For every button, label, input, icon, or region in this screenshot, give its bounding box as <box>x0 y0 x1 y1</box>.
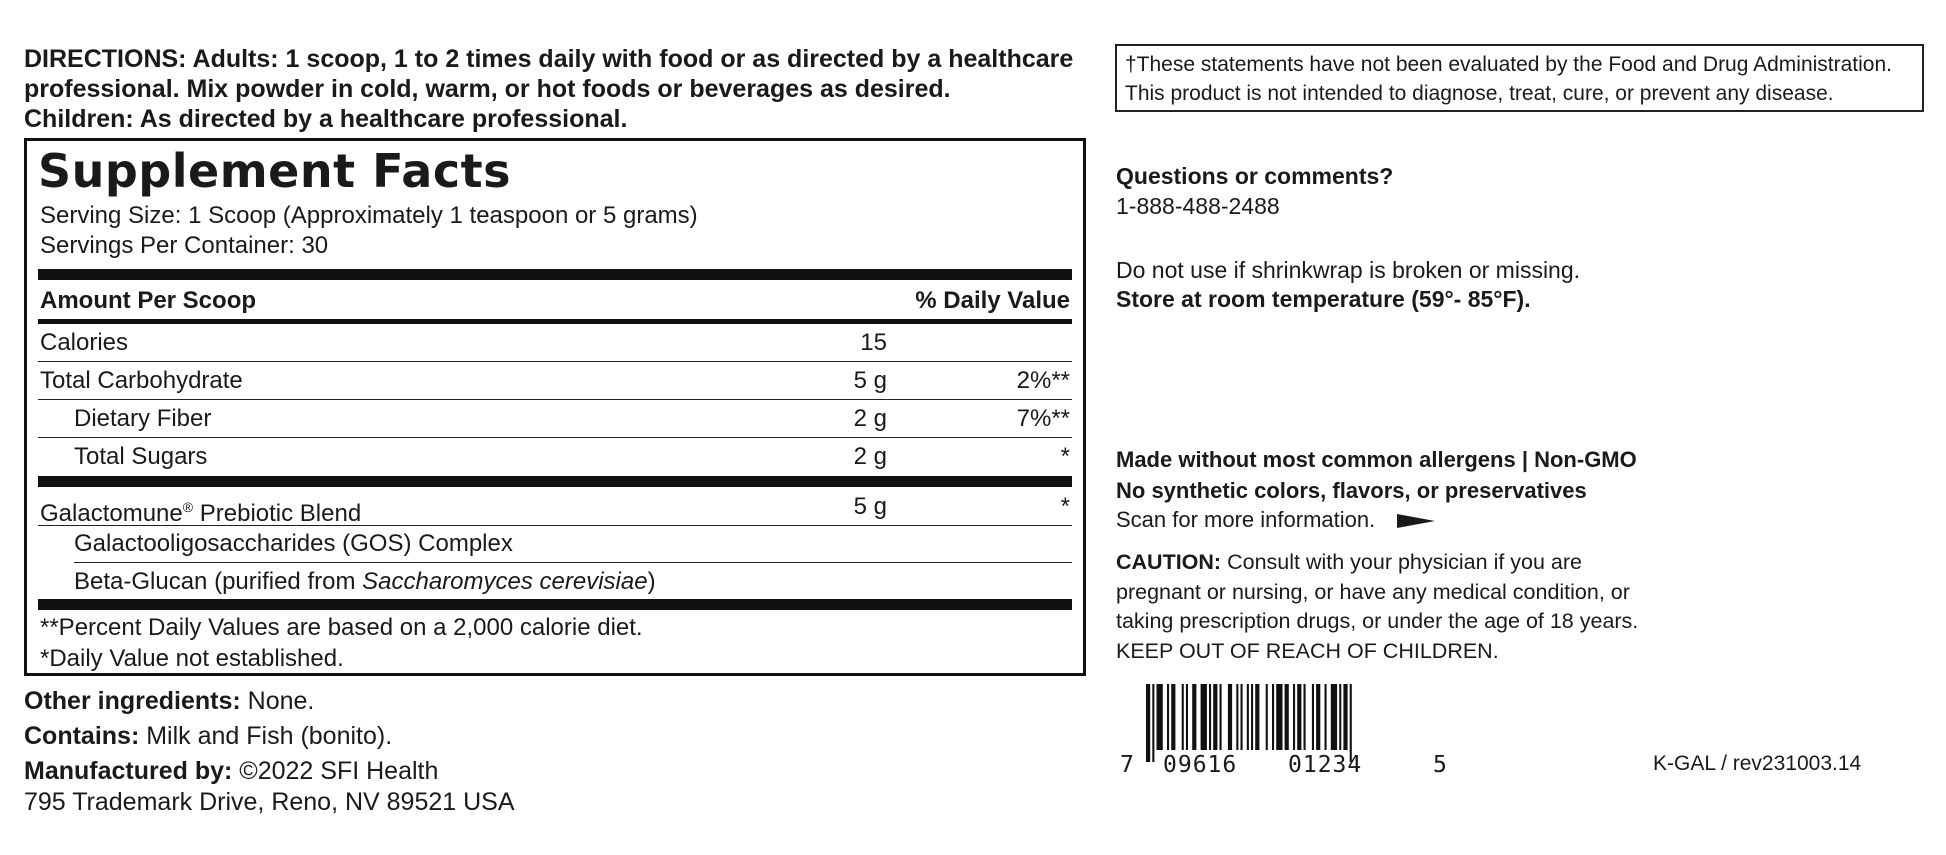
manufactured-by <box>24 755 438 787</box>
barcode-bar <box>1152 684 1154 762</box>
other-ingredients <box>24 685 314 717</box>
barcode-bar <box>1350 684 1352 762</box>
shrinkwrap-warning: Do not use if shrinkwrap is broken or missing. <box>1116 257 1581 283</box>
beta-glucan-suffix: ) <box>647 568 656 595</box>
nutrient-dv: 7%** <box>1016 405 1070 432</box>
barcode-bar <box>1220 684 1222 750</box>
nutrient-name: Total Sugars <box>74 443 208 470</box>
barcode-bar <box>1304 684 1306 750</box>
fda-line-2: This product is not intended to diagnose, treat, cure, or prevent any disease. <box>1125 82 1834 105</box>
caution-text-1: Consult with your physician if you are <box>1221 550 1583 574</box>
contains-label: Contains: <box>24 722 140 750</box>
facts-header-row <box>38 282 1072 319</box>
thick-divider-middle <box>38 476 1072 487</box>
barcode-bar <box>1312 684 1314 750</box>
nutrient-name: Calories <box>40 329 129 356</box>
beta-glucan-species: Saccharomyces cerevisiae <box>362 568 648 595</box>
storage-instruction <box>1116 284 1531 314</box>
barcode-bar <box>1171 684 1175 750</box>
barcode-bar <box>1297 684 1301 750</box>
caution-line-1 <box>1116 547 1582 577</box>
barcode-bar <box>1276 684 1282 750</box>
barcode-bar <box>1316 684 1320 750</box>
address: 795 Trademark Drive, Reno, NV 89521 USA <box>24 788 515 816</box>
other-ingredients-value: None. <box>240 687 315 715</box>
blend-dv: * <box>1060 493 1070 520</box>
barcode-bar <box>1247 684 1249 750</box>
supplement-facts-panel <box>24 138 1086 676</box>
barcode-bar <box>1182 684 1184 750</box>
barcode-bar <box>1186 684 1188 750</box>
directions-line-3: Children: As directed by a healthcare professional. <box>24 105 628 133</box>
questions-heading <box>1116 161 1393 191</box>
nutrient-amount: 5 g <box>853 367 887 394</box>
thick-divider-bottom <box>38 599 1072 610</box>
blend-component-gos <box>74 525 1072 563</box>
barcode-bar <box>1157 684 1163 750</box>
header-amount-per-scoop: Amount Per Scoop <box>40 287 257 314</box>
barcode-bar <box>1236 684 1238 750</box>
other-ingredients-label: Other ingredients: <box>24 687 241 715</box>
barcode-bar <box>1255 684 1259 750</box>
nutrient-row-total-sugars <box>38 438 1072 475</box>
barcode-group-1: 09616 <box>1163 752 1238 778</box>
barcode-bar <box>1343 684 1347 750</box>
nutrient-row-total-carbohydrate <box>38 362 1072 400</box>
allergens-text: Made without most common allergens | Non-GMO <box>1116 447 1637 472</box>
beta-glucan-prefix: Beta-Glucan (purified from <box>74 568 363 595</box>
registered-mark: ® <box>182 499 194 515</box>
barcode-bar <box>1146 684 1150 762</box>
contains <box>24 720 392 752</box>
questions-text: Questions or comments? <box>1116 163 1394 189</box>
header-daily-value: % Daily Value <box>915 287 1070 314</box>
barcode-bar <box>1201 684 1207 750</box>
caution-line-2: pregnant or nursing, or have any medical condition, or <box>1116 580 1630 604</box>
nutrient-name: Dietary Fiber <box>74 405 212 432</box>
barcode-bar <box>1325 684 1327 750</box>
nutrient-dv: * <box>1060 443 1070 470</box>
barcode-bar <box>1241 684 1243 750</box>
directions-text <box>24 44 1084 134</box>
directions-line-2: professional. Mix powder in cold, warm, or hot foods or beverages as desired. <box>24 75 951 103</box>
nutrient-name: Total Carbohydrate <box>40 367 243 394</box>
footnote-dv-not-established: *Daily Value not established. <box>40 645 344 672</box>
nutrient-amount: 15 <box>860 329 887 356</box>
barcode-bar <box>1293 684 1295 750</box>
barcode-bar <box>1209 684 1211 750</box>
blend-name-rest: Prebiotic Blend <box>193 500 362 527</box>
nutrient-row-calories <box>38 324 1072 362</box>
upc-barcode <box>1146 684 1420 762</box>
storage-text: Store at room temperature (59°- 85°F). <box>1116 286 1531 312</box>
synthetic-statement <box>1116 476 1587 506</box>
serving-info <box>40 201 698 261</box>
arrow-right-icon <box>1397 514 1435 528</box>
fda-disclaimer-box <box>1115 44 1924 112</box>
scan-text: Scan for more information. <box>1116 507 1376 532</box>
manufactured-value: ©2022 SFI Health <box>232 757 439 785</box>
blend-component-name: Galactooligosaccharides (GOS) Complex <box>74 530 513 557</box>
barcode-bar <box>1251 684 1253 750</box>
scan-info <box>1116 505 1435 535</box>
caution-line-4: KEEP OUT OF REACH OF CHILDREN. <box>1116 639 1499 663</box>
barcode-bar <box>1228 684 1232 750</box>
nutrient-dv: 2%** <box>1016 367 1070 394</box>
barcode-bar <box>1167 684 1169 750</box>
manufactured-label: Manufactured by: <box>24 757 233 785</box>
barcode-bar <box>1285 684 1289 750</box>
blend-name-main: Galactomune <box>40 500 183 527</box>
servings-per-container: Servings Per Container: 30 <box>40 232 329 259</box>
product-code: K-GAL / rev231003.14 <box>1653 752 1862 775</box>
barcode-bar <box>1192 684 1196 750</box>
fda-line-1: †These statements have not been evaluated by the Food and Drug Administration. <box>1125 53 1892 76</box>
caution-line-3: taking prescription drugs, or under the age of 18 years. <box>1116 609 1639 633</box>
blend-row <box>38 487 1072 526</box>
barcode-bar <box>1339 684 1341 750</box>
facts-title: Supplement Facts <box>38 144 511 198</box>
barcode-group-2: 01234 <box>1288 752 1363 778</box>
barcode-bar <box>1331 684 1337 750</box>
caution-label: CAUTION: <box>1116 550 1222 574</box>
blend-component-beta-glucan <box>74 563 1072 600</box>
barcode-bar <box>1213 684 1217 750</box>
contains-value: Milk and Fish (bonito). <box>139 722 393 750</box>
nutrient-amount: 2 g <box>853 405 887 432</box>
barcode-bar <box>1272 684 1274 750</box>
allergens-statement <box>1116 445 1637 475</box>
footnote-percent-dv: **Percent Daily Values are based on a 2,000 calorie diet. <box>40 614 643 641</box>
synthetic-text: No synthetic colors, flavors, or preservatives <box>1116 478 1587 503</box>
thick-divider-top <box>38 269 1072 280</box>
nutrient-row-dietary-fiber <box>38 400 1072 438</box>
phone-number: 1-888-488-2488 <box>1116 193 1280 219</box>
nutrient-amount: 2 g <box>853 443 887 470</box>
barcode-right-digit: 5 <box>1433 752 1447 778</box>
directions-line-1: DIRECTIONS: Adults: 1 scoop, 1 to 2 times daily with food or as directed by a healthcare <box>24 45 1074 73</box>
barcode-left-digit: 7 <box>1120 752 1134 778</box>
serving-size: Serving Size: 1 Scoop (Approximately 1 teaspoon or 5 grams) <box>40 202 698 229</box>
barcode-bar <box>1266 684 1268 750</box>
blend-amount: 5 g <box>853 493 887 520</box>
